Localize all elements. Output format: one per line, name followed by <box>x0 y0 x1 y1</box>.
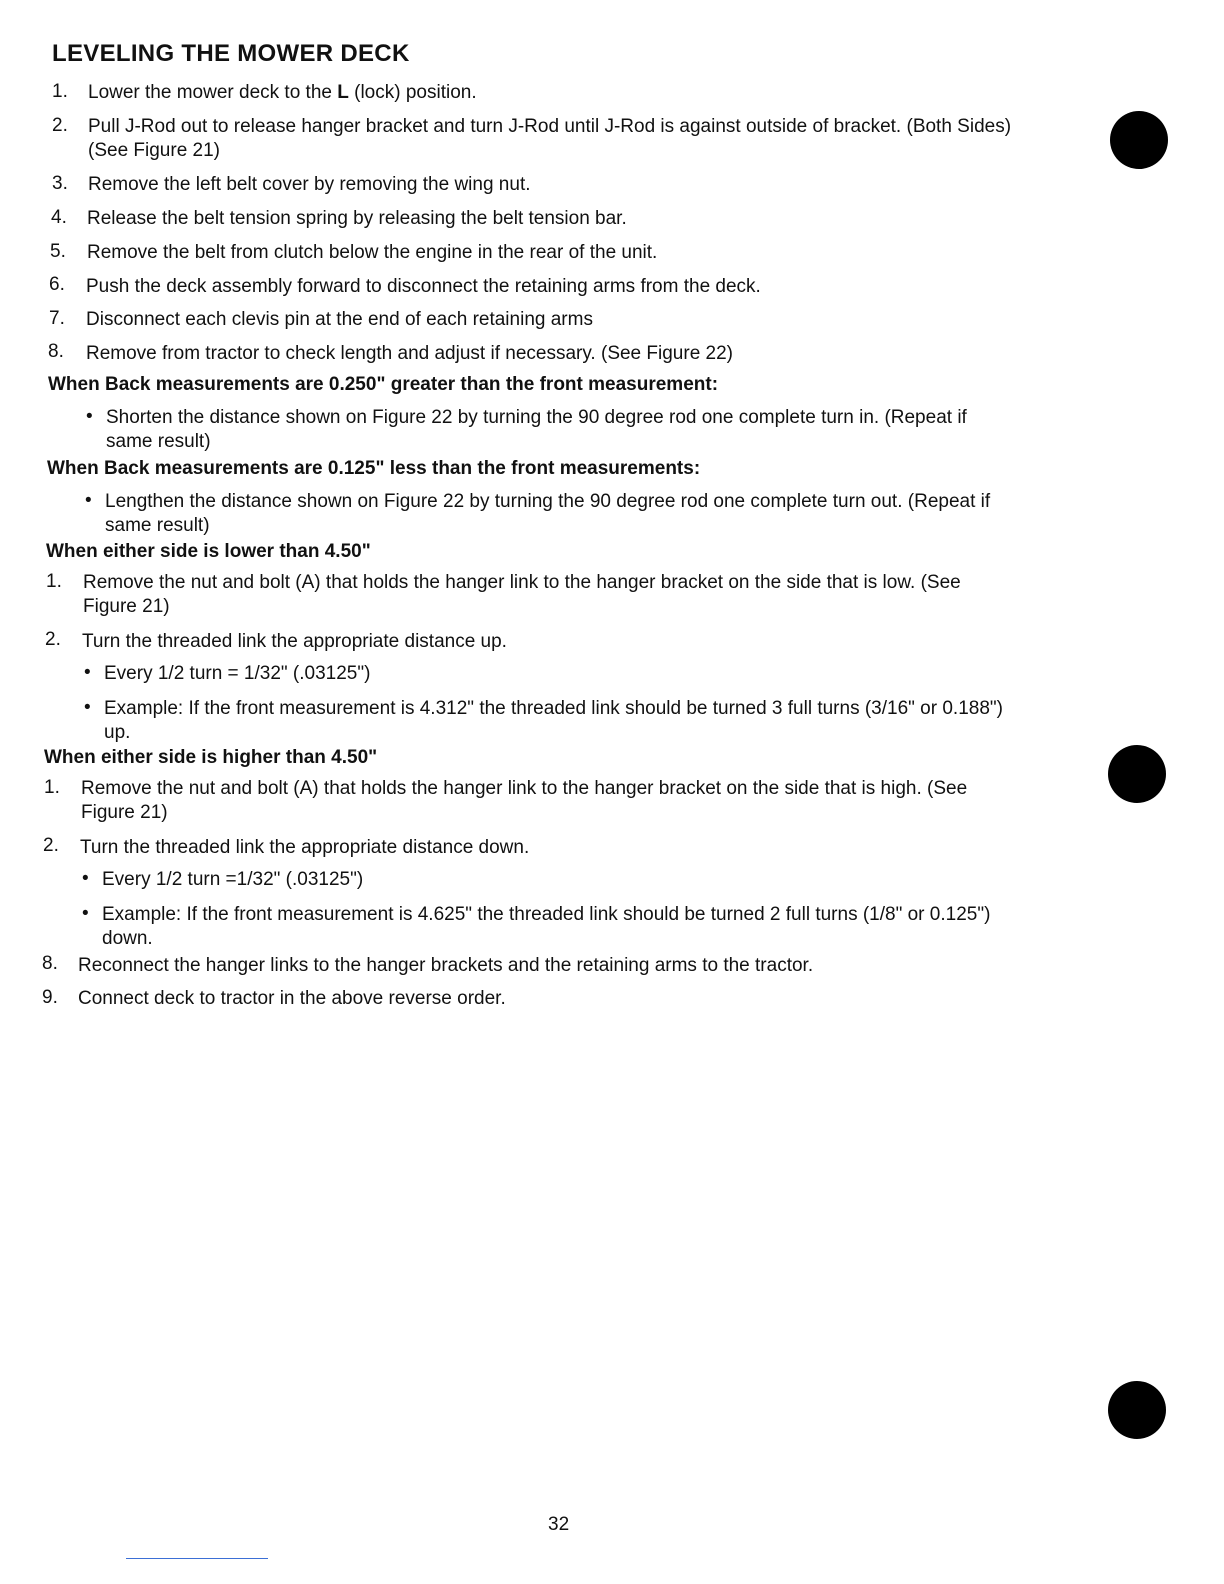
bullet-text-cont: up. <box>104 722 131 743</box>
section-heading: When Back measurements are 0.125" less than the front measurements: <box>47 458 701 479</box>
step-number: 1. <box>44 777 60 798</box>
bullet-icon: • <box>82 903 89 924</box>
step-text: Remove the nut and bolt (A) that holds the hanger link to the hanger bracket on the side that is high. (See <box>81 778 968 799</box>
bullet-text-cont: same result) <box>106 431 211 452</box>
step-number: 8. <box>42 953 58 974</box>
bullet-text: Example: If the front measurement is 4.625" the threaded link should be turned 2 full turns (1/8" or 0.125") <box>102 904 991 925</box>
binder-hole-icon <box>1108 1381 1166 1439</box>
step-number: 9. <box>42 987 58 1008</box>
step-text: Lower the mower deck to the L (lock) position. <box>88 82 477 103</box>
step-text: Remove the nut and bolt (A) that holds the hanger link to the hanger bracket on the side that is low. (See <box>83 572 961 593</box>
step-text: Release the belt tension spring by releasing the belt tension bar. <box>87 208 627 229</box>
bullet-text: Lengthen the distance shown on Figure 22 by turning the 90 degree rod one complete turn out. (Repeat if <box>105 491 991 512</box>
bullet-text-cont: down. <box>102 928 153 949</box>
binder-hole-icon <box>1110 111 1168 169</box>
step-text-cont: Figure 21) <box>83 596 170 617</box>
bullet-text: Example: If the front measurement is 4.312" the threaded link should be turned 3 full turns (3/16" or 0.188") <box>104 698 1003 719</box>
step-text: Turn the threaded link the appropriate distance down. <box>80 837 530 858</box>
bullet-icon: • <box>86 406 93 427</box>
step-text: Remove the belt from clutch below the engine in the rear of the unit. <box>87 242 658 263</box>
step-number: 3. <box>52 173 68 194</box>
step-number: 4. <box>51 207 67 228</box>
step-number: 6. <box>49 274 65 295</box>
binder-hole-icon <box>1108 745 1166 803</box>
step-number: 1. <box>52 81 68 102</box>
section-heading: When either side is lower than 4.50" <box>46 541 371 562</box>
step-number: 2. <box>45 629 61 650</box>
step-text-cont: Figure 21) <box>81 802 168 823</box>
step-number: 2. <box>43 835 59 856</box>
bullet-icon: • <box>82 868 89 889</box>
bullet-icon: • <box>84 662 91 683</box>
page-number: 32 <box>548 1514 570 1535</box>
section-heading: When either side is higher than 4.50" <box>44 747 378 768</box>
step-text: Reconnect the hanger links to the hanger brackets and the retaining arms to the tractor. <box>78 955 814 976</box>
step-number: 2. <box>52 115 68 136</box>
bullet-text: Every 1/2 turn = 1/32" (.03125") <box>104 663 371 684</box>
step-text: Turn the threaded link the appropriate distance up. <box>82 631 507 652</box>
bullet-text: Every 1/2 turn =1/32" (.03125") <box>102 869 364 890</box>
bullet-icon: • <box>85 490 92 511</box>
step-text: Pull J-Rod out to release hanger bracket and turn J-Rod until J-Rod is against outside of bracket. (Both Sides) <box>88 116 1012 137</box>
bullet-icon: • <box>84 697 91 718</box>
step-text-cont: (See Figure 21) <box>88 140 221 161</box>
step-text: Push the deck assembly forward to disconnect the retaining arms from the deck. <box>86 276 761 297</box>
bullet-text-cont: same result) <box>105 515 210 536</box>
step-number: 7. <box>49 308 65 329</box>
step-text: Connect deck to tractor in the above reverse order. <box>78 988 506 1009</box>
step-number: 5. <box>50 241 66 262</box>
section-heading: When Back measurements are 0.250" greater than the front measurement: <box>48 374 719 395</box>
bullet-text: Shorten the distance shown on Figure 22 by turning the 90 degree rod one complete turn in. (Repeat if <box>106 407 967 428</box>
step-text: Disconnect each clevis pin at the end of each retaining arms <box>86 309 593 330</box>
footer-divider <box>126 1558 268 1559</box>
step-number: 8. <box>48 341 64 362</box>
step-text: Remove the left belt cover by removing the wing nut. <box>88 174 531 195</box>
page-title: LEVELING THE MOWER DECK <box>52 40 410 67</box>
step-text: Remove from tractor to check length and adjust if necessary. (See Figure 22) <box>86 343 734 364</box>
step-number: 1. <box>46 571 62 592</box>
